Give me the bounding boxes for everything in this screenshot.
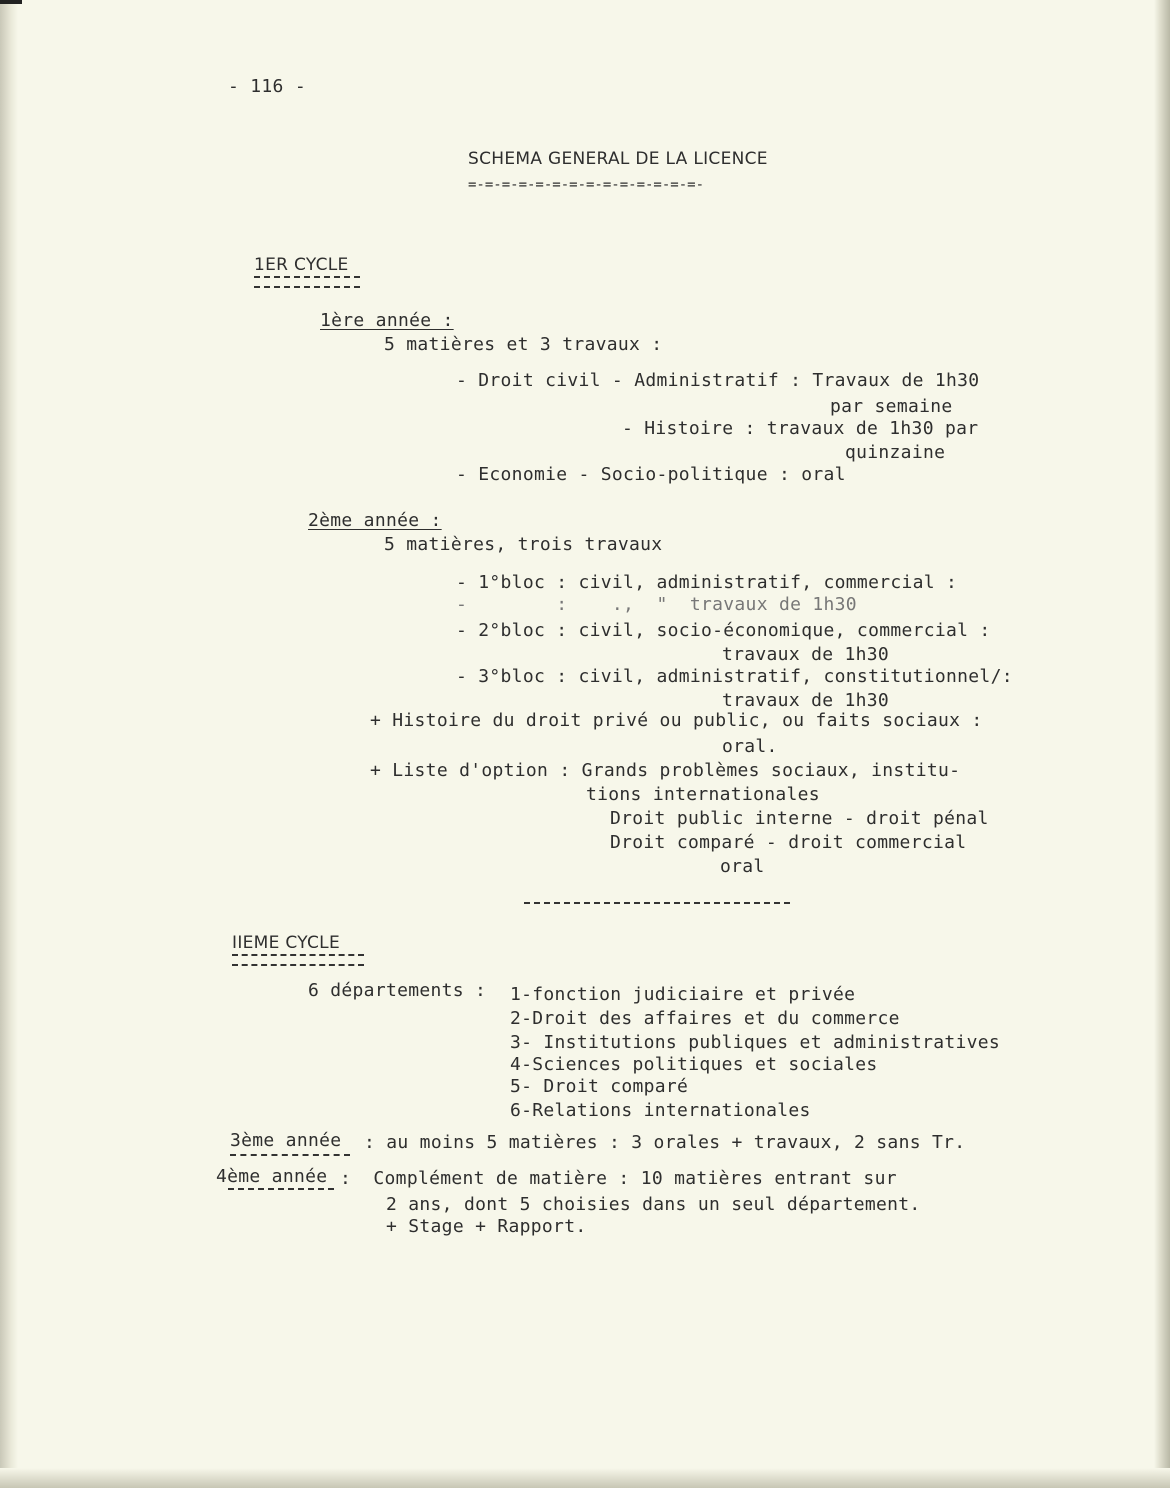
year2-line-5: - 3°bloc : civil, administratif, constitutionnel/:	[456, 666, 1013, 687]
year2-line-11: Droit public interne - droit pénal	[610, 808, 989, 829]
year2-line-7: + Histoire du droit privé ou public, ou faits sociaux :	[370, 710, 983, 731]
department-5: 5- Droit comparé	[510, 1076, 689, 1097]
year2-line-8: oral.	[722, 736, 778, 757]
year4-label: 4ème année	[216, 1166, 328, 1187]
cycle2-heading-rule-2	[232, 964, 364, 966]
page-number: - 116 -	[228, 76, 306, 97]
year3-text: : au moins 5 matières : 3 orales + travaux, 2 sans Tr.	[364, 1132, 966, 1153]
cycle1-heading-rule-2	[254, 286, 360, 288]
page-edge-bottom	[0, 1468, 1170, 1488]
cycle1-heading: 1ER CYCLE	[254, 255, 349, 275]
year2-line-12: Droit comparé - droit commercial	[610, 832, 967, 853]
year2-line-10: tions internationales	[586, 784, 820, 805]
year1-line-5: - Economie - Socio-politique : oral	[456, 464, 846, 485]
year1-summary: 5 matières et 3 travaux :	[384, 334, 663, 355]
year2-line-13: oral	[720, 856, 765, 877]
corner-mark	[0, 0, 22, 4]
year2-line-2: - : ., " travaux de 1h30	[456, 594, 857, 615]
year1-line-4: quinzaine	[845, 442, 946, 463]
year4-text-2: 2 ans, dont 5 choisies dans un seul département.	[386, 1194, 921, 1215]
year2-line-4: travaux de 1h30	[722, 644, 890, 665]
department-4: 4-Sciences politiques et sociales	[510, 1054, 878, 1075]
department-3: 3- Institutions publiques et administratives	[510, 1032, 1001, 1053]
year3-label-rule	[230, 1154, 350, 1156]
department-6: 6-Relations internationales	[510, 1100, 811, 1121]
year2-label: 2ème année :	[308, 510, 442, 531]
cycle2-heading: IIEME CYCLE	[232, 933, 340, 953]
section-separator	[524, 902, 790, 904]
year4-text-1: : Complément de matière : 10 matières entrant sur	[340, 1168, 897, 1189]
year2-line-1: - 1°bloc : civil, administratif, commercial :	[456, 572, 958, 593]
year3-label: 3ème année	[230, 1130, 342, 1151]
cycle1-heading-rule-1	[254, 276, 360, 278]
year2-line-3: - 2°bloc : civil, socio-économique, commercial :	[456, 620, 991, 641]
department-1: 1-fonction judiciaire et privée	[510, 984, 856, 1005]
year1-label: 1ère année :	[320, 310, 454, 331]
title-rule: =-=-=-=-=-=-=-=-=-=-=-=-=-=-	[468, 177, 705, 193]
year2-line-6: travaux de 1h30	[722, 690, 890, 711]
department-2: 2-Droit des affaires et du commerce	[510, 1008, 900, 1029]
year1-line-1: - Droit civil - Administratif : Travaux de 1h30	[456, 370, 980, 391]
year4-label-rule	[228, 1188, 334, 1190]
page-edge-right	[1154, 0, 1170, 1488]
year2-summary: 5 matières, trois travaux	[384, 534, 663, 555]
page-edge-left	[0, 0, 18, 1488]
year1-line-2: par semaine	[830, 396, 953, 417]
page-title: SCHEMA GENERAL DE LA LICENCE	[468, 149, 768, 169]
year4-text-3: + Stage + Rapport.	[386, 1216, 587, 1237]
year2-line-9: + Liste d'option : Grands problèmes sociaux, institu-	[370, 760, 961, 781]
year1-line-3: - Histoire : travaux de 1h30 par	[622, 418, 979, 439]
cycle2-heading-rule-1	[232, 954, 364, 956]
departments-label: 6 départements :	[308, 980, 487, 1001]
